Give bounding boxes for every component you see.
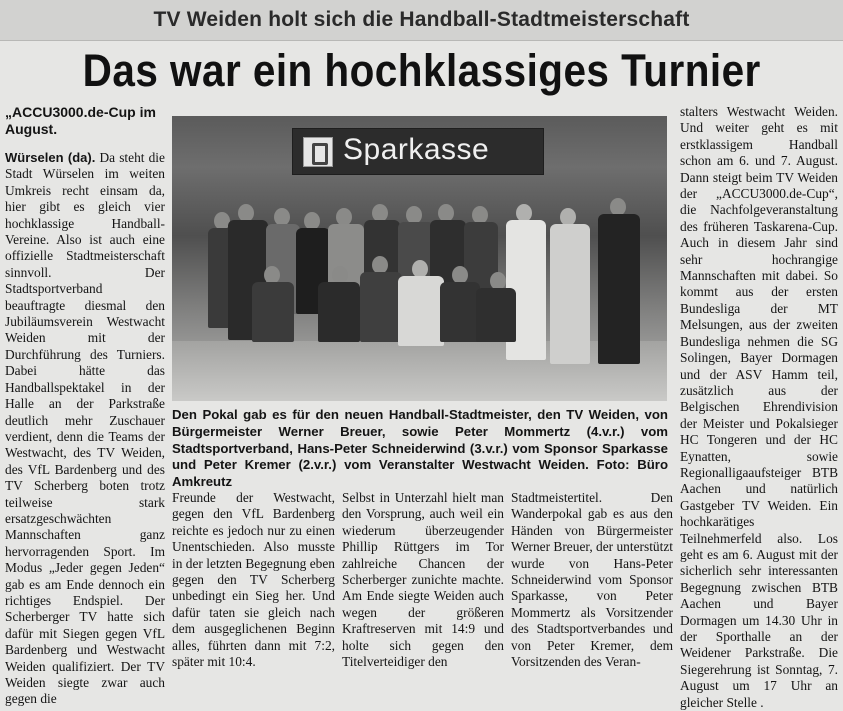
person-figure <box>598 214 640 364</box>
sparkasse-logo-icon <box>303 137 333 167</box>
column-1-body: Da steht die Stadt Würselen im weiten Umkreis recht einsam da, hier gibt es gleich vier hochklassige Handball-Vereine. Also ist auch eine offizielle Stadtmeisterschaft sinnvoll. Der Stadtsportverband beauftragte diesmal den Jubiläumsverein Westwacht Weiden mit der Durchführung des Turniers. Dabei hätte das Handballspektakel in der Halle an der Parkstraße deutlich mehr Zuschauer verdient, denn die Teams der Westwacht, des TV Weiden, des VfL Bardenberg und des TV Scherberg boten trotz teilweise stark ersatzgeschwächten Mannschaften ganz hervorragenden Sport. Im Modus „Jeder gegen Jeden“ gab es am Ende dennoch ein richtiges Endspiel. Der Scherberger TV hatte sich dafür mit Siegen gegen VfL Bardenberg und Westwacht Weiden qualifiziert. Der TV Weiden siegte zwar auch gegen die <box>5 150 165 707</box>
article-column-5 <box>680 104 838 710</box>
lead: „ACCU3000.de-Cup im August. <box>5 104 156 137</box>
headline-area <box>0 40 843 102</box>
article-column-4 <box>511 490 673 680</box>
column-3-text: Selbst in Unterzahl hielt man den Vorsprung, auch weil ein wiederum überzeugender Phillip Rüttgers im Tor zahlreiche Chancen der Scherberger zunichte machte. Am Ende siegte Weiden auch wegen der größeren Kraftreserven mit 14:9 und holte sich gegen den Titelverteidiger den <box>342 490 504 670</box>
person-figure <box>360 272 402 342</box>
photo-caption <box>172 407 668 491</box>
person-figure <box>440 282 480 342</box>
dateline: Würselen (da). <box>5 150 96 165</box>
column-2-text: Freunde der Westwacht, gegen den VfL Bardenberg reichte es jedoch nur zu einen Unentschieden. Also musste in der letzten Begegnung eben gegen den TV Scherberg unbedingt ein Sieg her. Und dafür taten sie gleich nach dem ausgeglichenen Beginn alles, führten dann mit 7:2, später mit 10:4. <box>172 490 335 670</box>
person-figure <box>476 288 516 342</box>
kicker: TV Weiden holt sich die Handball-Stadtmeisterschaft <box>153 8 690 31</box>
article-column-3 <box>342 490 504 680</box>
person-figure <box>550 224 590 364</box>
headline: Das war ein hochklassiges Turnier <box>82 45 761 96</box>
hall-floor <box>172 341 667 401</box>
person-figure <box>398 276 444 346</box>
team-photo <box>172 116 667 401</box>
column-1-text <box>5 150 165 708</box>
article-column-2 <box>172 490 335 680</box>
photo-credit: Foto: Büro Amkreutz <box>172 457 668 490</box>
caption-text: Den Pokal gab es für den neuen Handball-Stadtmeister, den TV Weiden, von Bürgermeister Werner Breuer, sowie Peter Mommertz (4.v.r.) vom Stadtsportverband, Hans-Peter Schneiderwind (3.v.r.) vom Sponsor Sparkasse und Peter Kremer (2.v.r.) vom Veranstalter Westwacht Weiden. <box>172 407 668 473</box>
sponsor-banner <box>292 128 544 175</box>
column-4-text: Stadtmeistertitel. Den Wanderpokal gab es aus den Händen von Bürgermeister Werner Breuer, der unterstützt wurde von Hans-Peter Schneiderwind vom Sponsor Sparkasse, von Peter Mommertz als Vorsitzender des Stadtsportverbandes und von Peter Kremer, dem Vorsitzenden des Veran- <box>511 490 673 670</box>
kicker-bar <box>0 0 843 41</box>
sponsor-sign-text: Sparkasse <box>343 133 490 166</box>
person-figure <box>252 282 294 342</box>
article-column-1 <box>5 104 165 707</box>
person-figure <box>318 282 360 342</box>
column-5-text: stalters Westwacht Weiden. Und weiter geht es mit erstklassigem Handball schon am 6. und 7. August. Dann steigt beim TV Weiden der „ACCU3000.de-Cup“, die Nachfolgeveranstaltung des früheren Taskarena-Cup. Auch in diesem Jahr sind sehr hochrangige Mannschaften mit dabei. So kommt aus der ersten Bundesliga der MT Melsungen, aus der zweiten Bundesliga nehmen die SG Solingen, Bayer Dormagen und der ASV Hamm teil, zusätzlich aus der Belgischen Ehrendivision der Meister und Pokalsieger HC Tongeren und der HC Eynatten, sowie Regionalligaaufsteiger BTB Aachen und natürlich Gastgeber TV Weiden. Ein hochkarätiges Teilnehmerfeld also. Los geht es am 6. August mit der sicherlich sehr interessanten Begegnung zwischen BTB Aachen und Bayer Dormagen um 14.30 Uhr in der Sporthalle an der Weidener Parkstraße. Die Siegerehrung ist Sonntag, 7. August um 17 Uhr an gleicher Stelle . <box>680 104 838 710</box>
